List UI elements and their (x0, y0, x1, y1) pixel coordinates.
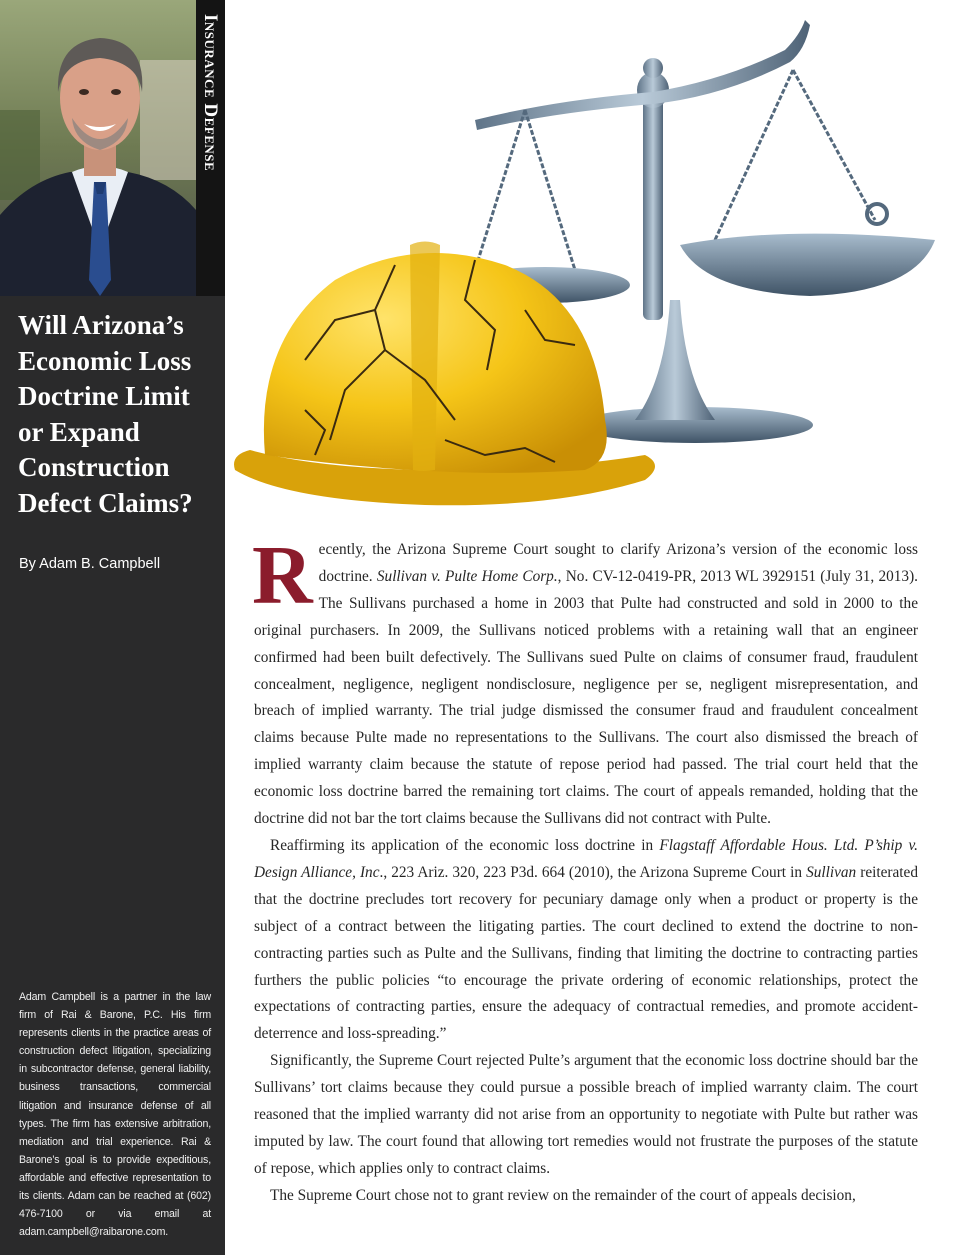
author-portrait-icon (0, 0, 196, 296)
article-paragraph: Reaffirming its application of the economic loss doctrine in Flagstaff Affordable Hous. Ltd. P’ship v. Design Alliance, Inc., 223 Ariz. 320, 223 P3d. 664 (2010), the Arizona Supreme Court in Sullivan reiterated that the doctrine precludes tort recovery for pecuniary damage only when a product or property is the subject of a contract between the litigating parties. The court declined to extend the doctrine to non-contracting parties such as Pulte and the Sullivans, finding that limiting the doctrine to contracting parties furthers the public policies “to encourage the private ordering of economic relationships, protect the expectations of contracting parties, ensure the adequacy of contractual remedies, and promote accident-deterrence and loss-spreading.” (254, 836, 918, 1043)
case-citation: Flagstaff Affordable Hous. Ltd. P’ship v. Design Alliance, Inc (254, 836, 918, 881)
hero-illustration (225, 0, 960, 520)
headline-line: Doctrine Limit (18, 381, 190, 411)
headline-line: Economic Loss (18, 345, 192, 376)
byline: By Adam B. Campbell (19, 556, 161, 572)
author-photo (0, 0, 196, 296)
drop-cap: R (252, 529, 313, 622)
headline-line: Will Arizona’s (18, 310, 184, 340)
headline-line: Defect Claims? (18, 487, 193, 518)
case-citation: Sullivan (806, 863, 857, 881)
author-bio: Adam Campbell is a partner in the law firm of Rai & Barone, P.C. His firm represents clients in the practice areas of construction defect litigation, specializing in subcontractor defense, general liability, business transactions, commercial litigation and insurance defense of all types. The firm has extensive arbitration, mediation and trial experience. Rai & Barone’s goal is to provide expeditious, affordable and effective representation to its clients. Adam can be reached at (602) 476-7100 or via email at adam.campbell@raibarone.com. (19, 991, 211, 1239)
article-body (252, 529, 918, 1210)
headline-line: or Expand (18, 416, 140, 447)
article-paragraph: Significantly, the Supreme Court rejected Pulte’s argument that the economic loss doctrine should bar the Sullivans’ tort claims because they could pursue a possible breach of implied warranty claim. The court reasoned that the implied warranty did not arise from an opportunity to negotiate with Pulte but rather was imputed by law. The court found that allowing tort remedies would not frustrate the purposes of the statute of repose, which applies only to contract claims. (254, 1052, 918, 1177)
headline-line: Construction (18, 452, 170, 482)
article-paragraph: Recently, the Arizona Supreme Court sought to clarify Arizona’s version of the economic loss doctrine. Sullivan v. Pulte Home Corp., No. CV-12-0419-PR, 2013 WL 3929151 (July 31, 2013). The Sullivans purchased a home in 2003 that Pulte had constructed and sold in 2000 to the original purchasers. In 2009, the Sullivans noticed problems with a retaining wall that an engineer confirmed had been built defectively. The Sullivans sued Pulte on claims of consumer fraud, fraudulent concealment, negligence, negligent nondisclosure, negligence per se, negligent misrepresentation, and breach of implied warranty. The trial judge dismissed the consumer fraud and fraudulent concealment claims because Pulte made no representations to the Sullivans. The court also dismissed the breach of implied warranty claim because the statute of repose period had passed. The trial court held that the economic loss doctrine barred the remaining tort claims. The court of appeals remanded, holding that the doctrine did not bar the tort claims because the Sullivans did not contract with Pulte. (252, 529, 918, 828)
article-paragraph: The Supreme Court chose not to grant review on the remainder of the court of appeals decision, (270, 1186, 856, 1204)
case-citation: Sullivan v. Pulte Home Corp. (376, 567, 558, 585)
headline (18, 308, 218, 521)
section-label: Insurance Defense (200, 14, 221, 172)
